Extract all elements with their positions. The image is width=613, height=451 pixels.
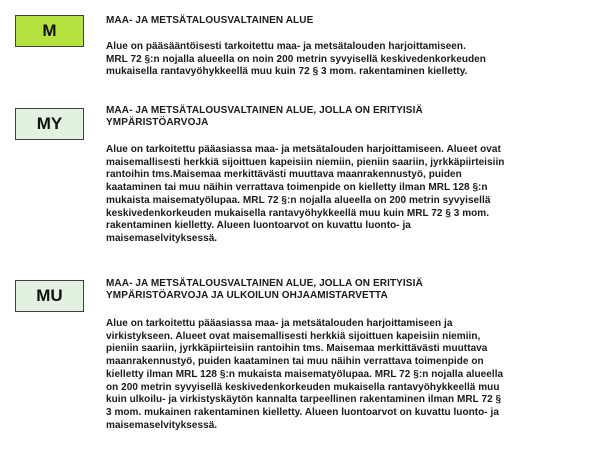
zone-badge-m: M bbox=[15, 15, 84, 47]
entry-description-m: Alue on pääsääntöisesti tarkoitettu maa- ja metsätalouden harjoittamiseen. MRL 72 §:n nojalla alueella on noin 200 metrin syvyisellä keskivedenkorkeuden mukaisella rantavyöhykkeellä muu kuin 72 § 3 mom. rakentaminen kielletty. bbox=[106, 41, 486, 78]
zone-badge-mu: MU bbox=[15, 280, 84, 312]
entry-description-mu: Alue on tarkoitettu pääasiassa maa- ja metsätalouden harjoittamiseen ja virkistykseen. Alueet ovat maisemallisesti herkkiä sijoittuen kapeisiin niemiin, pieniin saariin, jyrkkäpiirteisiin rantoihin tms. Maisemaa merkittävästi muuttava maanrakennustyö, puiden kaataminen tai muu näihin verrattava toimenpide on kielletty ilman MRL 128 §:n mukaista maisematyölupaa. MRL 72 §:n nojalla alueella on 200 metrin syvyisellä keskivedenkorkeuden mukaisella rantavyöhykkeellä muu kuin ulkoilu- ja virkistyskäytön kannalta tarpeellinen rakentaminen ilman MRL 72 § 3 mom. mukainen rakentaminen kielletty. Alueen luontoarvot on kuvattu luonto- ja maisemaselvityksessä. bbox=[106, 318, 504, 431]
entry-title-my: MAA- JA METSÄTALOUSVALTAINEN ALUE, JOLLA ON ERITYISIÄ YMPÄRISTÖARVOJA bbox=[106, 105, 423, 128]
zone-badge-my: MY bbox=[15, 108, 84, 140]
entry-description-my: Alue on tarkoitettu pääasiassa maa- ja metsätalouden harjoittamiseen. Alueet ovat maisemallisesti herkkiä sijoittuen kapeisiin niemiin, pieniin saariin, jyrkkäpiirteisiin rantoihin tms.Maisemaa merkittävästi muuttava maanrakennustyö, puiden kaataminen tai muu näihin verrattava toimenpide on kielletty ilman MRL 128 §:n mukaista maisematyölupaa. MRL 72 §:n nojalla alueella on 200 metrin syvyisellä keskivedenkorkeuden mukaisella rantavyöhykkeellä muu kuin MRL 72 § 3 mom. rakentaminen kielletty. Alueen luontoarvot on kuvattu luonto- ja maisemaselvityksessä. bbox=[106, 144, 505, 244]
entry-title-mu: MAA- JA METSÄTALOUSVALTAINEN ALUE, JOLLA ON ERITYISIÄ YMPÄRISTÖARVOJA JA ULKOILUN OHJAAMISTARVETTA bbox=[106, 278, 423, 301]
entry-title-m: MAA- JA METSÄTALOUSVALTAINEN ALUE bbox=[106, 15, 314, 26]
